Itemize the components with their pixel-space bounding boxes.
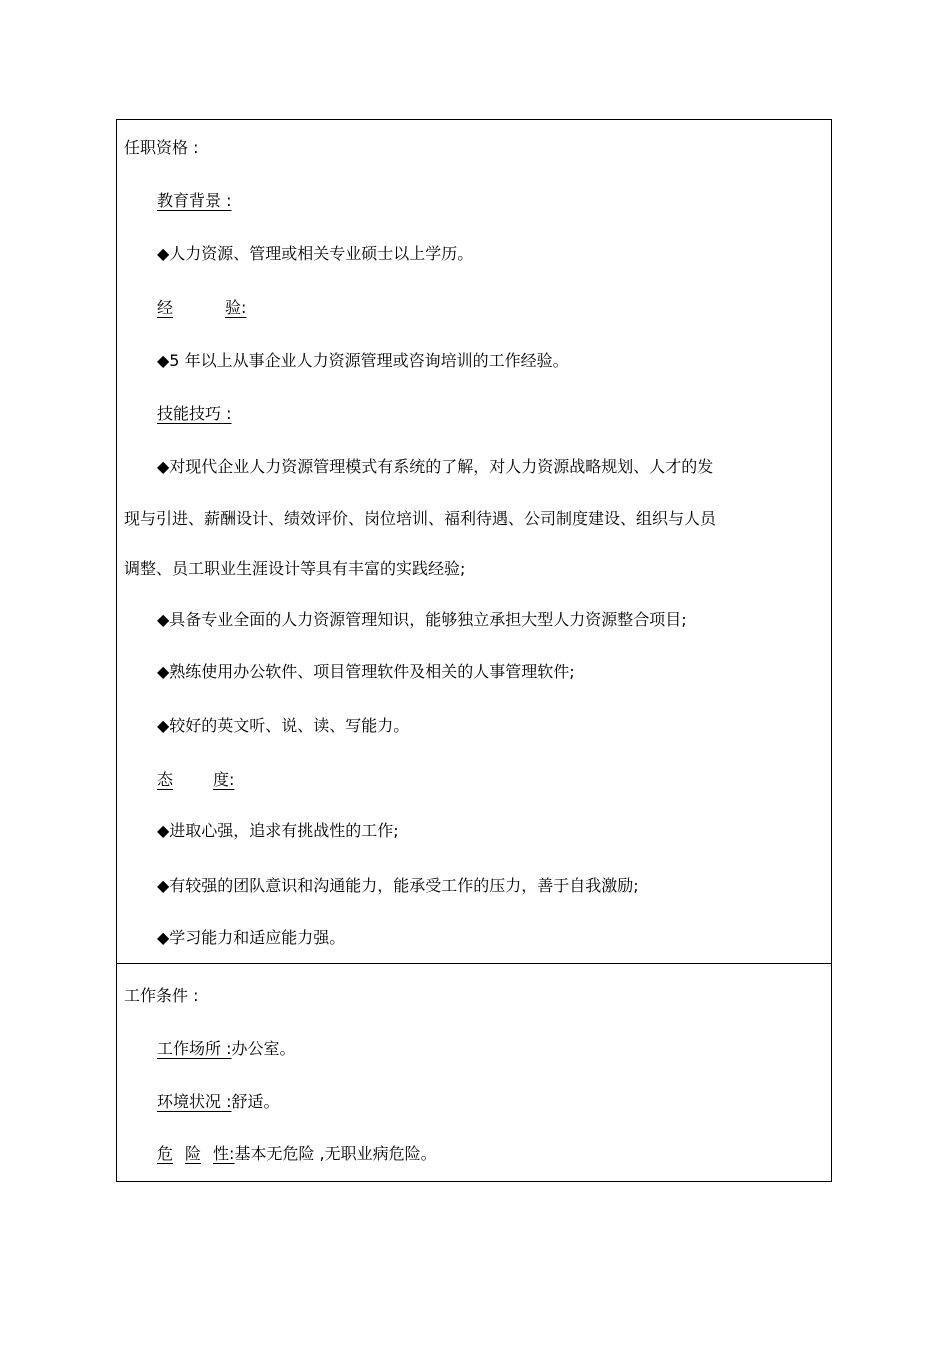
attitude-item: ◆有较强的团队意识和沟通能力，能承受工作的压力，善于自我激励; <box>157 876 639 895</box>
job-requirements-table <box>116 119 832 1182</box>
attitude-item: ◆进取心强，追求有挑战性的工作; <box>157 821 399 840</box>
work-place-label: 工作场所 : <box>157 1039 232 1058</box>
skills-item: ◆较好的英文听、说、读、写能力。 <box>157 716 410 735</box>
skills-item-continued: 现与引进、薪酬设计、绩效评价、岗位培训、福利待遇、公司制度建设、组织与人员 <box>124 509 717 528</box>
education-item: ◆人力资源、管理或相关专业硕士以上学历。 <box>157 244 474 263</box>
risk-label: 危 险 性: <box>157 1144 235 1163</box>
work-conditions-heading: 工作条件 : <box>124 986 199 1005</box>
skills-item-continued: 调整、员工职业生涯设计等具有丰富的实践经验; <box>124 559 466 578</box>
skills-item: ◆对现代企业人力资源管理模式有系统的了解，对人力资源战略规划、人才的发 <box>157 457 714 476</box>
risk-row <box>157 1144 437 1164</box>
risk-value: 基本无危险 ,无职业病危险。 <box>234 1144 437 1163</box>
education-label: 教育背景 : <box>157 191 232 210</box>
skills-item: ◆熟练使用办公软件、项目管理软件及相关的人事管理软件; <box>157 662 575 681</box>
attitude-item: ◆学习能力和适应能力强。 <box>157 928 346 947</box>
environment-label: 环境状况 : <box>157 1092 232 1111</box>
work-place-value: 办公室。 <box>231 1039 296 1058</box>
qualifications-heading: 任职资格 : <box>124 138 199 157</box>
skills-item: ◆具备专业全面的人力资源管理知识，能够独立承担大型人力资源整合项目; <box>157 610 687 629</box>
environment-row <box>157 1092 280 1112</box>
skills-label: 技能技巧 : <box>157 404 232 423</box>
qualifications-cell <box>117 120 831 964</box>
work-conditions-cell <box>117 964 831 1181</box>
work-place-row <box>157 1039 296 1059</box>
experience-item: ◆5 年以上从事企业人力资源管理或咨询培训的工作经验。 <box>157 351 569 370</box>
environment-value: 舒适。 <box>231 1092 280 1111</box>
experience-label: 经 验: <box>157 298 247 317</box>
attitude-label: 态 度: <box>157 770 235 789</box>
